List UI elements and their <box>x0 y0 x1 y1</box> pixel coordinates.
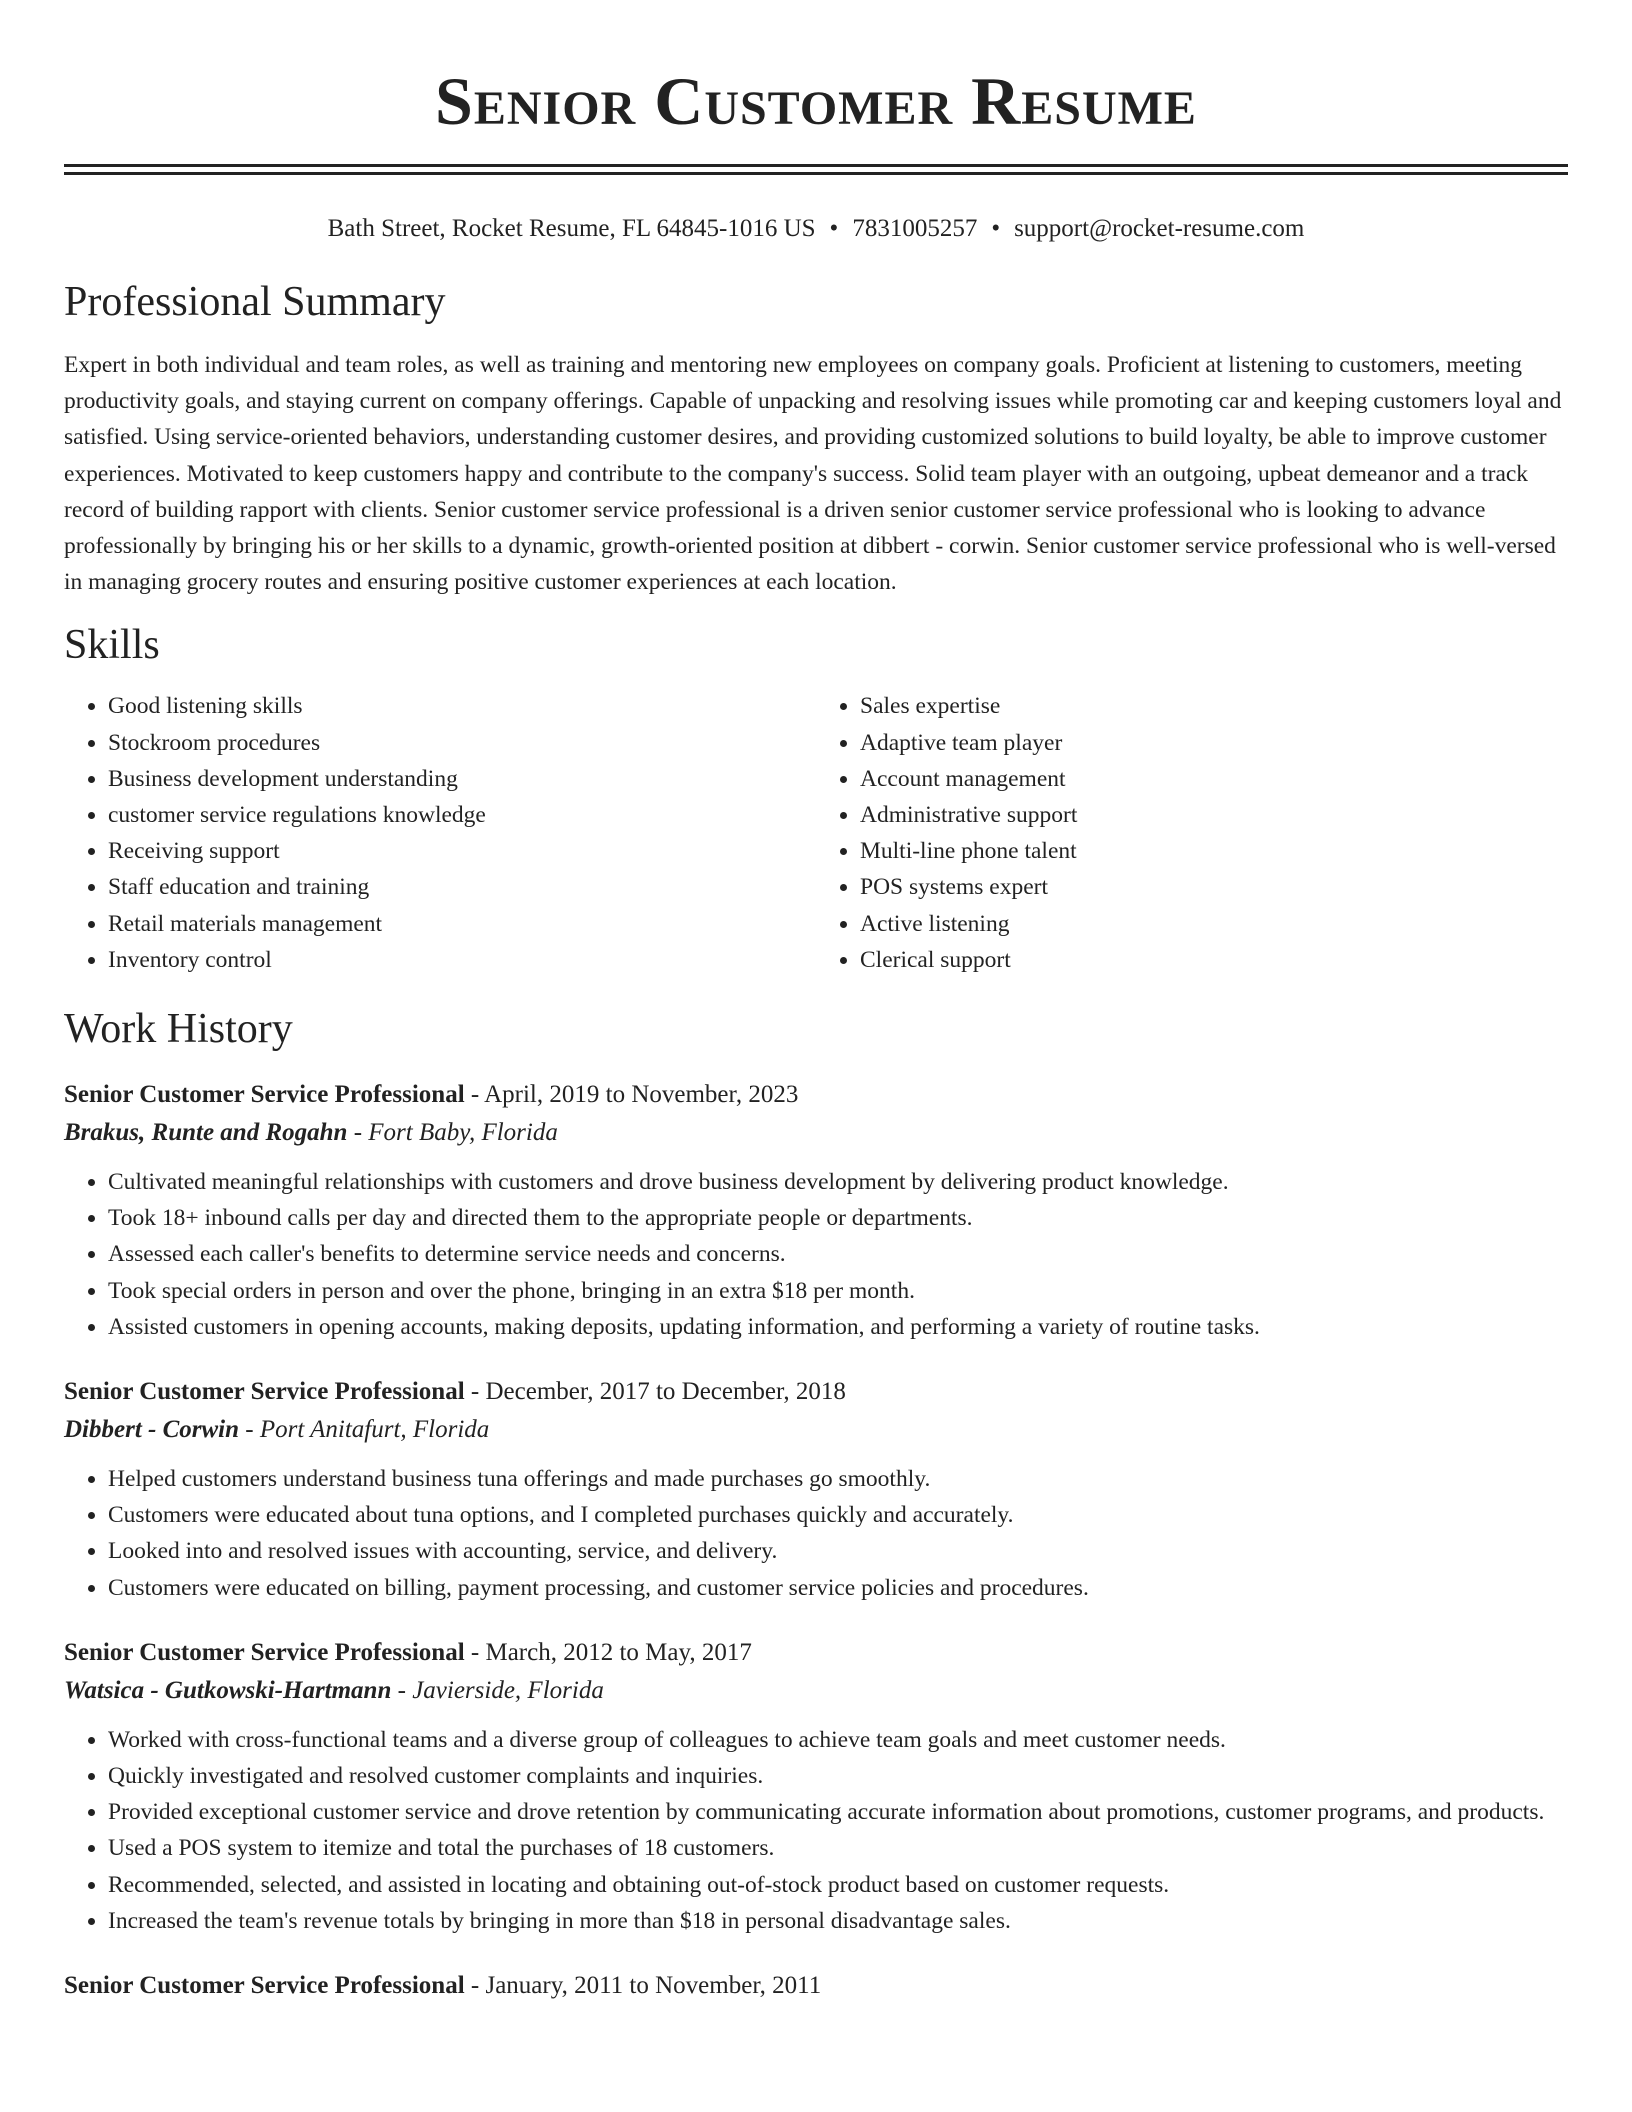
skill-item: • Multi-line phone talent <box>860 833 1568 869</box>
job-bullet: • Looked into and resolved issues with accounting, service, and delivery. <box>108 1533 1568 1569</box>
job-bullet: • Provided exceptional customer service and drove retention by communicating accurate information about promotions, customer programs, and products. <box>108 1794 1568 1830</box>
job-title: Senior Customer Service Professional <box>64 1638 465 1666</box>
job-company: Dibbert - Corwin <box>64 1416 240 1444</box>
skills-column-right <box>816 688 1568 978</box>
contact-address: Bath Street, Rocket Resume, FL 64845-1016 US <box>327 215 816 242</box>
contact-phone: 7831005257 <box>852 215 978 242</box>
title-divider <box>64 164 1568 175</box>
job-entry <box>64 1076 1568 1345</box>
skill-item: • Receiving support <box>108 833 816 869</box>
job-bullet: • Used a POS system to itemize and total the purchases of 18 customers. <box>108 1830 1568 1866</box>
job-bullet: • Took 18+ inbound calls per day and directed them to the appropriate people or departments. <box>108 1200 1568 1236</box>
skill-item: • Inventory control <box>108 942 816 978</box>
skill-item: • Business development understanding <box>108 761 816 797</box>
job-company-line <box>64 1411 1568 1449</box>
job-bullets <box>64 1461 1568 1606</box>
skill-item: • POS systems expert <box>860 869 1568 905</box>
skill-item: • Administrative support <box>860 797 1568 833</box>
skill-item: • Clerical support <box>860 942 1568 978</box>
contact-separator: • <box>829 215 839 242</box>
job-bullets <box>64 1164 1568 1345</box>
skill-item: • Stockroom procedures <box>108 725 816 761</box>
job-title: Senior Customer Service Professional <box>64 1378 465 1406</box>
skill-item: • Adaptive team player <box>860 725 1568 761</box>
job-bullet: • Assisted customers in opening accounts, making deposits, updating information, and performing a variety of routine tasks. <box>108 1309 1568 1345</box>
job-bullet: • Increased the team's revenue totals by bringing in more than $18 in personal disadvantage sales. <box>108 1903 1568 1939</box>
skill-item: • customer service regulations knowledge <box>108 797 816 833</box>
skill-item: • Active listening <box>860 906 1568 942</box>
job-company: Brakus, Runte and Rogahn <box>64 1119 348 1147</box>
skill-item: • Staff education and training <box>108 869 816 905</box>
job-company: Watsica - Gutkowski-Hartmann <box>64 1676 392 1704</box>
job-location: - Javierside, Florida <box>391 1676 604 1704</box>
job-title-line <box>64 1373 1568 1411</box>
job-bullet: • Quickly investigated and resolved customer complaints and inquiries. <box>108 1758 1568 1794</box>
job-title-line <box>64 1634 1568 1672</box>
summary-text: Expert in both individual and team roles, as well as training and mentoring new employees on company goals. Proficient at listening to customers, meeting productivity goals, and staying current on company offerings. Capable of unpacking and resolving issues while promoting car and keeping customers loyal and satisfied. Using service-oriented behaviors, understanding customer desires, and providing customized solutions to build loyalty, be able to improve customer experiences. Motivated to keep customers happy and contribute to the company's success. Solid team player with an outgoing, upbeat demeanor and a track record of building rapport with clients. Senior customer service professional is a driven senior customer service professional who is looking to advance professionally by bringing his or her skills to a dynamic, growth-oriented position at dibbert - corwin. Senior customer service professional who is well-versed in managing grocery routes and ensuring positive customer experiences at each location. <box>64 352 1562 596</box>
resume-title: Senior Customer Resume <box>435 63 1197 139</box>
job-location: - Port Anitafurt, Florida <box>239 1416 490 1444</box>
section-heading-summary: Professional Summary <box>64 279 446 325</box>
section-heading-skills: Skills <box>64 622 160 669</box>
job-company-line <box>64 1114 1568 1152</box>
skills-list <box>64 688 1568 978</box>
job-bullet: • Took special orders in person and over the phone, bringing in an extra $18 per month. <box>108 1273 1568 1309</box>
skill-item: • Account management <box>860 761 1568 797</box>
skill-item: • Sales expertise <box>860 688 1568 724</box>
job-bullet: • Recommended, selected, and assisted in locating and obtaining out-of-stock product based on customer requests. <box>108 1867 1568 1903</box>
job-bullets <box>64 1722 1568 1939</box>
contact-email: support@rocket-resume.com <box>1014 215 1305 242</box>
section-heading-work-history: Work History <box>64 1006 293 1053</box>
job-dates: - March, 2012 to May, 2017 <box>464 1638 752 1666</box>
job-entry <box>64 1373 1568 1606</box>
job-dates: - April, 2019 to November, 2023 <box>464 1081 799 1109</box>
job-company-line <box>64 1672 1568 1710</box>
job-dates: - December, 2017 to December, 2018 <box>464 1378 846 1406</box>
job-title-line <box>64 1076 1568 1114</box>
job-title: Senior Customer Service Professional <box>64 1972 465 2000</box>
job-dates: - January, 2011 to November, 2011 <box>464 1972 822 2000</box>
job-bullet: • Cultivated meaningful relationships with customers and drove business development by delivering product knowledge. <box>108 1164 1568 1200</box>
job-entry <box>64 1634 1568 1939</box>
skill-item: • Good listening skills <box>108 688 816 724</box>
contact-line <box>64 213 1568 245</box>
job-title: Senior Customer Service Professional <box>64 1081 465 1109</box>
contact-separator: • <box>991 215 1001 242</box>
job-bullet: • Customers were educated about tuna options, and I completed purchases quickly and accurately. <box>108 1497 1568 1533</box>
job-bullet: • Assessed each caller's benefits to determine service needs and concerns. <box>108 1236 1568 1272</box>
job-title-line <box>64 1967 1568 2005</box>
job-bullet: • Customers were educated on billing, payment processing, and customer service policies and procedures. <box>108 1570 1568 1606</box>
skills-column-left <box>64 688 816 978</box>
job-bullet: • Worked with cross-functional teams and a diverse group of colleagues to achieve team goals and meet customer needs. <box>108 1722 1568 1758</box>
job-entry <box>64 1967 1568 2005</box>
skill-item: • Retail materials management <box>108 906 816 942</box>
job-bullet: • Helped customers understand business tuna offerings and made purchases go smoothly. <box>108 1461 1568 1497</box>
job-location: - Fort Baby, Florida <box>347 1119 558 1147</box>
